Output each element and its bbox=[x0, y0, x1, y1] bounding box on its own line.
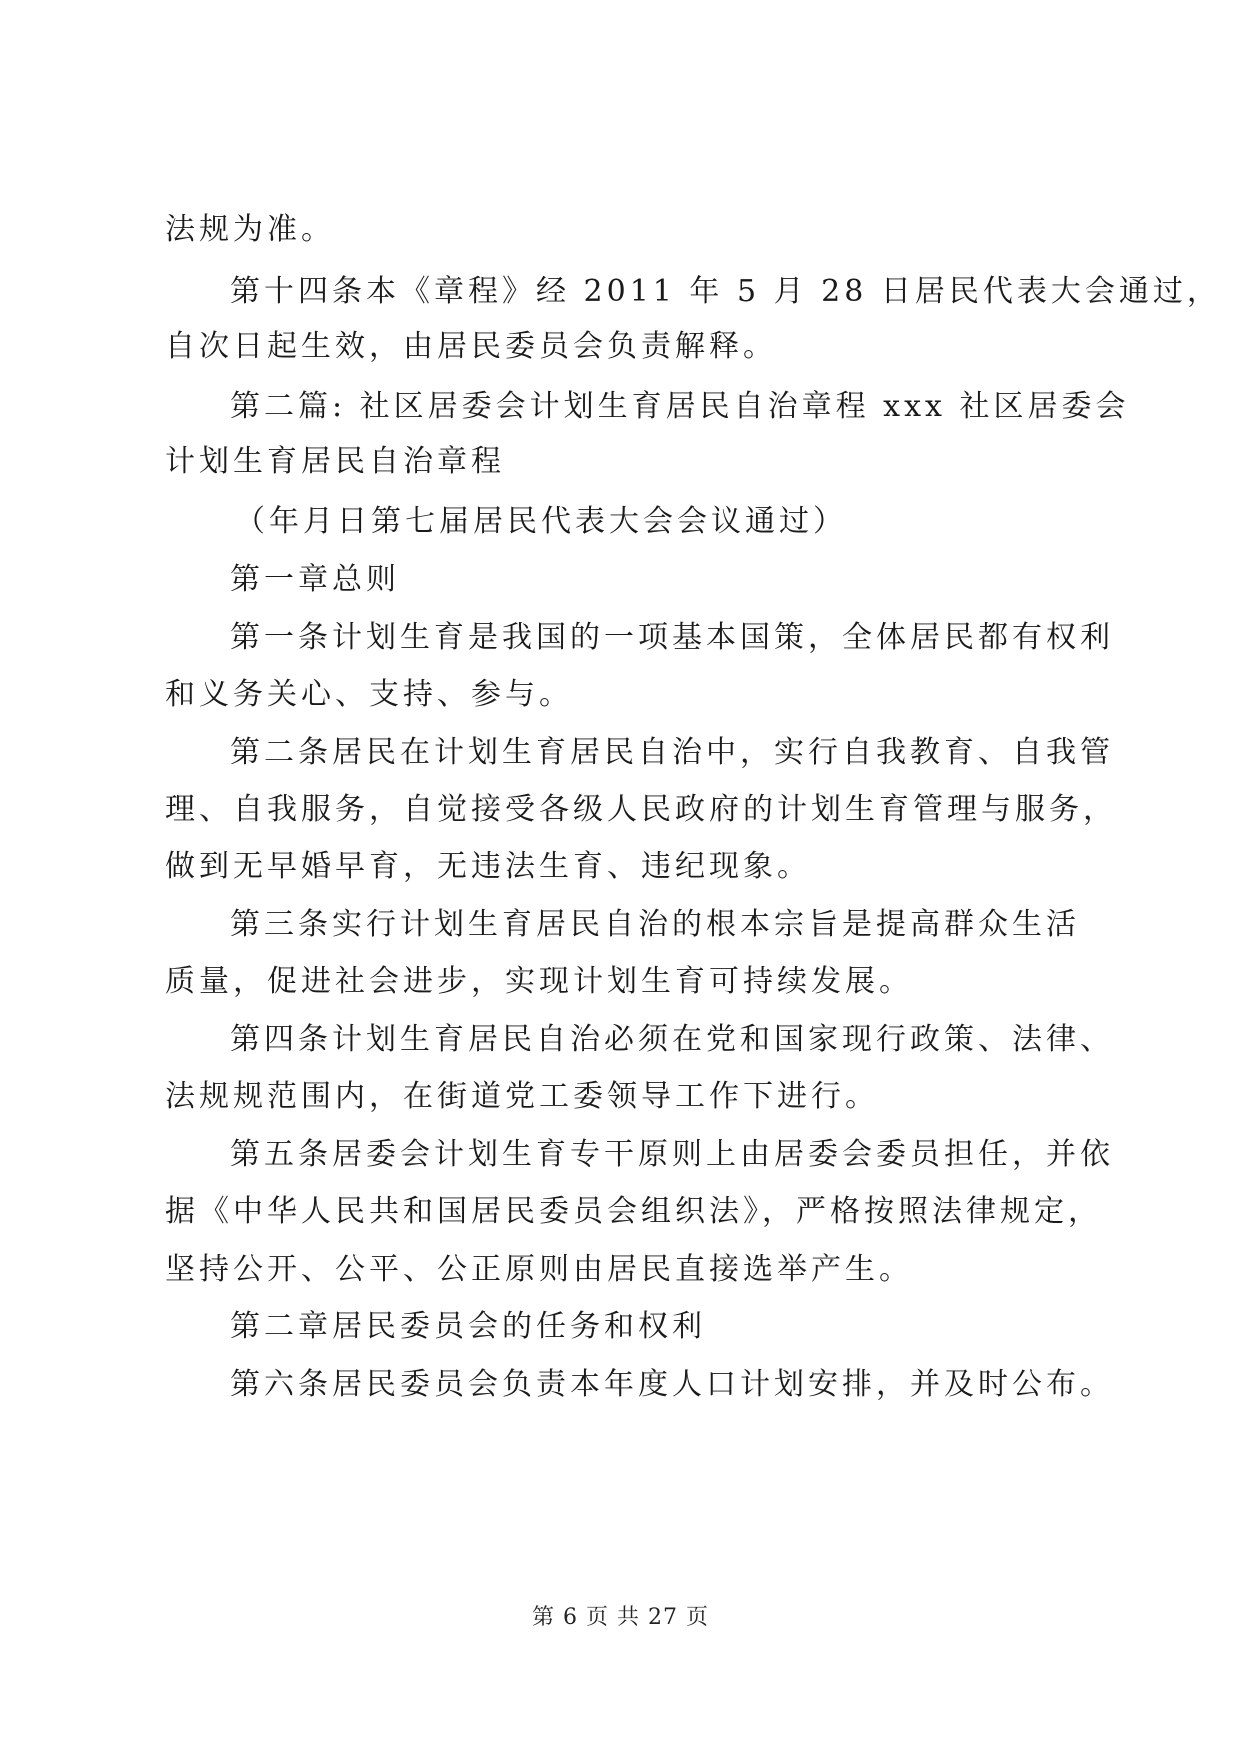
page-number-footer: 第 6 页 共 27 页 bbox=[532, 1605, 709, 1630]
text-line: 第二条居民在计划生育居民自治中，实行自我教育、自我管 bbox=[230, 735, 1114, 770]
text-line: 第二篇: 社区居委会计划生育居民自治章程 xxx 社区居委会 bbox=[230, 389, 1130, 424]
chapter-heading: 第二章居民委员会的任务和权利 bbox=[230, 1309, 706, 1344]
text-line: 质量，促进社会进步，实现计划生育可持续发展。 bbox=[165, 964, 913, 999]
text-line: 和义务关心、支持、参与。 bbox=[165, 677, 573, 712]
text-line: 第一条计划生育是我国的一项基本国策，全体居民都有权利 bbox=[230, 620, 1114, 655]
text-line: 第三条实行计划生育居民自治的根本宗旨是提高群众生活 bbox=[230, 907, 1080, 942]
text-line: 理、自我服务，自觉接受各级人民政府的计划生育管理与服务， bbox=[165, 792, 1117, 827]
text-line: 坚持公开、公平、公正原则由居民直接选举产生。 bbox=[165, 1252, 913, 1287]
text-line: 第五条居委会计划生育专干原则上由居委会委员担任，并依 bbox=[230, 1137, 1114, 1172]
text-line: 第六条居民委员会负责本年度人口计划安排，并及时公布。 bbox=[230, 1367, 1114, 1402]
text-line: 做到无早婚早育，无违法生育、违纪现象。 bbox=[165, 849, 811, 884]
text-line: （年月日第七届居民代表大会会议通过） bbox=[235, 504, 847, 539]
text-line: 第十四条本《章程》经 2011 年 5 月 28 日居民代表大会通过， bbox=[230, 274, 1221, 309]
text-line: 计划生育居民自治章程 bbox=[165, 444, 505, 479]
text-line: 据《中华人民共和国居民委员会组织法》，严格按照法律规定， bbox=[165, 1194, 1102, 1229]
text-line: 第四条计划生育居民自治必须在党和国家现行政策、法律、 bbox=[230, 1022, 1114, 1057]
text-line: 法规规范围内，在街道党工委领导工作下进行。 bbox=[165, 1079, 879, 1114]
text-line: 自次日起生效，由居民委员会负责解释。 bbox=[165, 329, 777, 364]
chapter-heading: 第一章总则 bbox=[230, 562, 400, 597]
text-line: 法规为准。 bbox=[165, 212, 335, 247]
